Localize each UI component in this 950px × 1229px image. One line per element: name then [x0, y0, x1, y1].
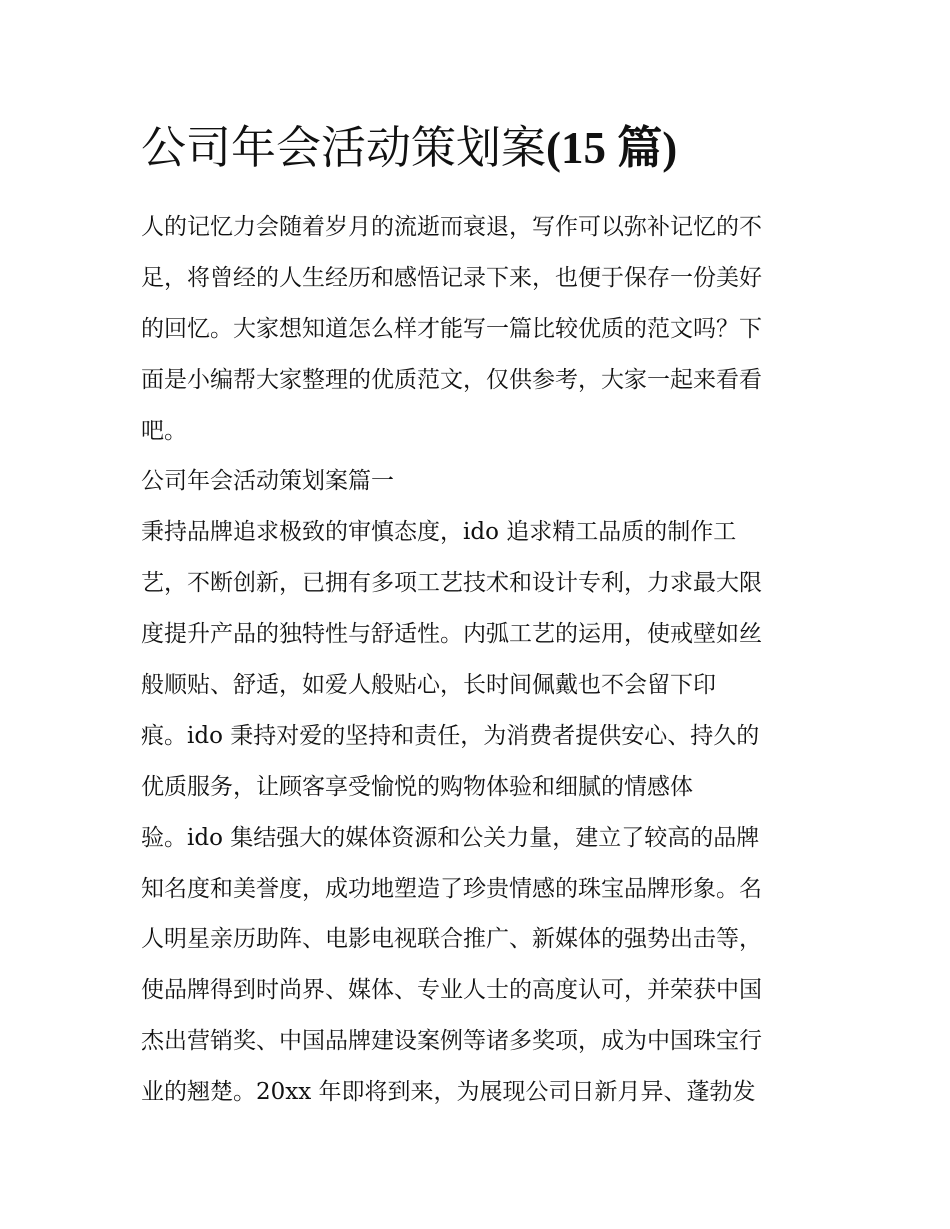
text-line: 验。ido 集结强大的媒体资源和公关力量，建立了较高的品牌 — [141, 824, 760, 851]
text-line: 吧。 — [141, 417, 187, 444]
text-line: 般顺贴、舒适，如爱人般贴心，长时间佩戴也不会留下印 — [141, 672, 716, 699]
document-title — [141, 118, 821, 178]
text-line: 足，将曾经的人生经历和感悟记录下来，也便于保存一份美好 — [141, 264, 762, 291]
text-line: 人明星亲历助阵、电影电视联合推广、新媒体的强势出击等， — [141, 926, 762, 953]
text-line: 人的记忆力会随着岁月的流逝而衰退，写作可以弥补记忆的不 — [141, 214, 762, 240]
title-suffix: (15 篇) — [546, 123, 678, 173]
text-line: 痕。ido 秉持对爱的坚持和责任，为消费者提供安心、持久的 — [141, 722, 760, 749]
text-lines — [141, 202, 821, 1118]
text-line: 杰出营销奖、中国品牌建设案例等诸多奖项，成为中国珠宝行 — [141, 1028, 762, 1055]
text-line: 知名度和美誉度，成功地塑造了珍贵情感的珠宝品牌形象。名 — [141, 875, 762, 902]
text-line: 优质服务，让顾客享受愉悦的购物体验和细腻的情感体 — [141, 773, 693, 800]
text-line: 面是小编帮大家整理的优质范文，仅供参考，大家一起来看看 — [141, 366, 762, 393]
text-line: 度提升产品的独特性与舒适性。内弧工艺的运用，使戒壁如丝 — [141, 621, 762, 648]
text-line: 业的翘楚。20xx 年即将到来，为展现公司日新月异、蓬勃发 — [141, 1079, 756, 1106]
text-line: 艺，不断创新，已拥有多项工艺技术和设计专利，力求最大限 — [141, 570, 762, 597]
text-line: 的回忆。大家想知道怎么样才能写一篇比较优质的范文吗？下 — [141, 315, 762, 342]
document-body — [141, 118, 821, 1118]
text-line: 秉持品牌追求极致的审慎态度，ido 追求精工品质的制作工 — [141, 519, 737, 546]
title-main: 公司年会活动策划案 — [141, 121, 547, 174]
text-line: 使品牌得到时尚界、媒体、专业人士的高度认可，并荣获中国 — [141, 977, 762, 1004]
section-heading: 公司年会活动策划案篇一 — [141, 468, 394, 495]
